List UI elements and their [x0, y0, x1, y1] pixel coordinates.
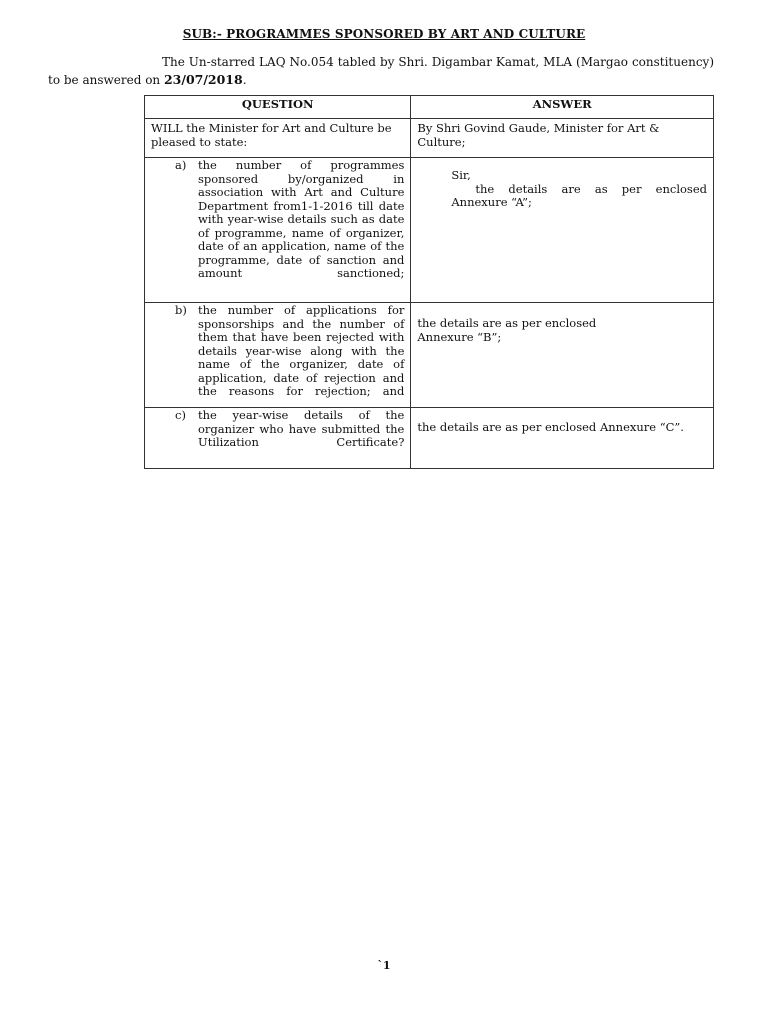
item-question: the year-wise details of the organizer who have submitted the Utilization Certificate? [198, 408, 405, 449]
intro-paragraph [48, 54, 714, 89]
answer-cell [411, 408, 714, 469]
question-cell [145, 303, 411, 408]
table-row [145, 408, 714, 469]
question-answer-table [144, 95, 714, 469]
intro-end: . [242, 73, 247, 87]
answer-cell [411, 158, 714, 303]
item-letter: a) [175, 158, 187, 172]
answer-line: the details are as per enclosed [475, 181, 707, 196]
table-header-row [145, 96, 714, 119]
answer-text: the details are as per enclosed Annexure “C”. [417, 420, 684, 434]
item-letter: c) [175, 408, 186, 422]
table-row [145, 158, 714, 303]
document-title: SUB:- PROGRAMMES SPONSORED BY ART AND CULTURE [182, 27, 586, 41]
item-question: the number of applications for sponsorships and the number of them that have been rejected with details year-wise along with the name of the organizer, date of application, date of rejection and the reasons for rejection; and [198, 303, 405, 398]
intro-answer: By Shri Govind Gaude, Minister for Art & Culture; [417, 121, 660, 149]
table-row [145, 303, 714, 408]
item-letter: b) [175, 303, 187, 317]
page-number: `1 [377, 959, 391, 972]
question-cell [145, 158, 411, 303]
question-header: QUESTION [145, 96, 411, 119]
item-question: the number of programmes sponsored by/organized in association with Art and Culture Department from1-1-2016 till date with year-wise details such as date of programme, name of organizer, date of an application, name of the programme, date of sanction and amount sanctioned; [198, 158, 405, 280]
intro-text: The Un-starred LAQ No.054 tabled by Shri. Digambar Kamat, MLA (Margao constituency) to be answered on [48, 55, 714, 87]
intro-question: WILL the Minister for Art and Culture be pleased to state: [151, 121, 392, 149]
answer-header: ANSWER [411, 96, 714, 119]
question-cell [145, 119, 411, 158]
answer-cell [411, 119, 714, 158]
table-row [145, 119, 714, 158]
answer-text: the details are as per enclosed Annexure “B”; [417, 316, 597, 344]
answer-salutation: Sir, [451, 168, 471, 182]
answer-date: 23/07/2018 [163, 72, 243, 87]
question-cell [145, 408, 411, 469]
answer-cell [411, 303, 714, 408]
answer-line: Annexure “A”; [451, 195, 532, 209]
